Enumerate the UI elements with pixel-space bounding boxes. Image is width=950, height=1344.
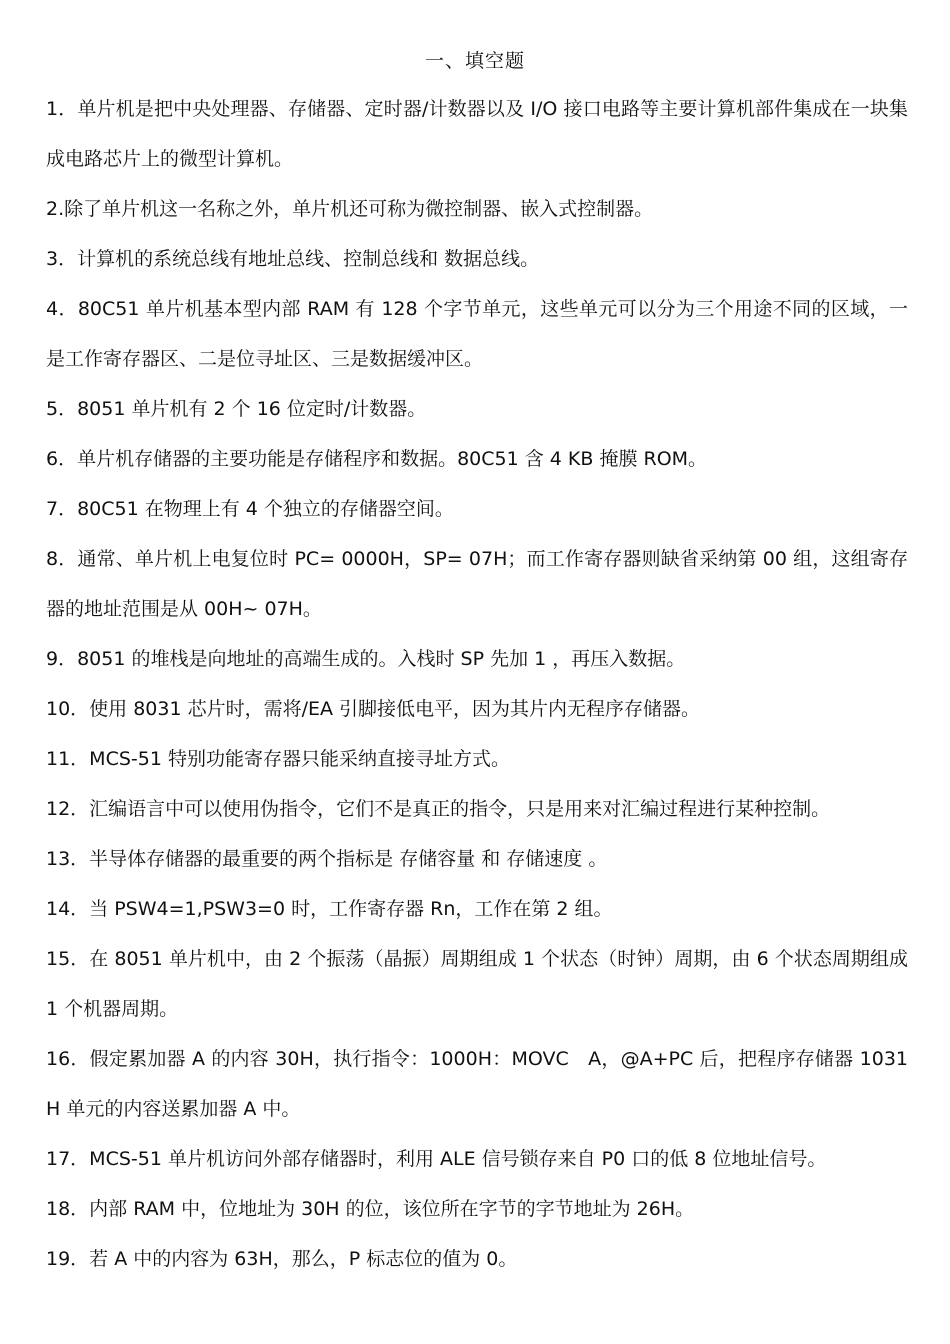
question-item: 6．单片机存储器的主要功能是存储程序和数据。80C51 含 4 KB 掩膜 ROM。 [46,448,708,470]
question-item: 7．80C51 在物理上有 4 个独立的存储器空间。 [46,498,454,520]
question-item: 2.除了单片机这一名称之外，单片机还可称为微控制器、嵌入式控制器。 [46,198,654,220]
question-item: 17．MCS-51 单片机访问外部存储器时，利用 ALE 信号锁存来自 P0 口的低 8 位地址信号。 [46,1148,827,1170]
question-item: 15．在 8051 单片机中，由 2 个振荡（晶振）周期组成 1 个状态（时钟）周期，由 6 个状态周期组成 1 个机器周期。 [46,948,908,1020]
question-item: 5．8051 单片机有 2 个 16 位定时/计数器。 [46,398,427,420]
question-item: 11．MCS-51 特别功能寄存器只能采纳直接寻址方式。 [46,748,510,770]
question-item: 19．若 A 中的内容为 63H，那么，P 标志位的值为 0。 [46,1248,518,1270]
question-item: 4．80C51 单片机基本型内部 RAM 有 128 个字节单元，这些单元可以分为三个用途不同的区域，一是工作寄存器区、二是位寻址区、三是数据缓冲区。 [46,298,908,370]
question-item: 12．汇编语言中可以使用伪指令，它们不是真正的指令，只是用来对汇编过程进行某种控制。 [46,798,831,820]
question-item: 13．半导体存储器的最重要的两个指标是 存储容量 和 存储速度 。 [46,848,608,870]
question-item: 3．计算机的系统总线有地址总线、控制总线和 数据总线。 [46,248,540,270]
question-item: 8．通常、单片机上电复位时 PC= 0000H，SP= 07H；而工作寄存器则缺省采纳第 00 组，这组寄存器的地址范围是从 00H~ 07H。 [46,548,908,620]
question-item: 16．假定累加器 A 的内容 30H，执行指令：1000H：MOVC A，@A+PC 后，把程序存储器 1031H 单元的内容送累加器 A 中。 [46,1048,908,1120]
section-title: 一、填空题 [424,50,525,72]
question-list [46,84,908,1284]
question-item: 9．8051 的堆栈是向地址的高端生成的。入栈时 SP 先加 1 ，再压入数据。 [46,648,686,670]
question-item: 10．使用 8031 芯片时，需将/EA 引脚接低电平，因为其片内无程序存储器。 [46,698,701,720]
question-item: 1．单片机是把中央处理器、存储器、定时器/计数器以及 I/O 接口电路等主要计算机部件集成在一块集成电路芯片上的微型计算机。 [46,98,908,170]
question-item: 18．内部 RAM 中，位地址为 30H 的位，该位所在字节的字节地址为 26H。 [46,1198,695,1220]
question-item: 14．当 PSW4=1,PSW3=0 时，工作寄存器 Rn，工作在第 2 组。 [46,898,613,920]
